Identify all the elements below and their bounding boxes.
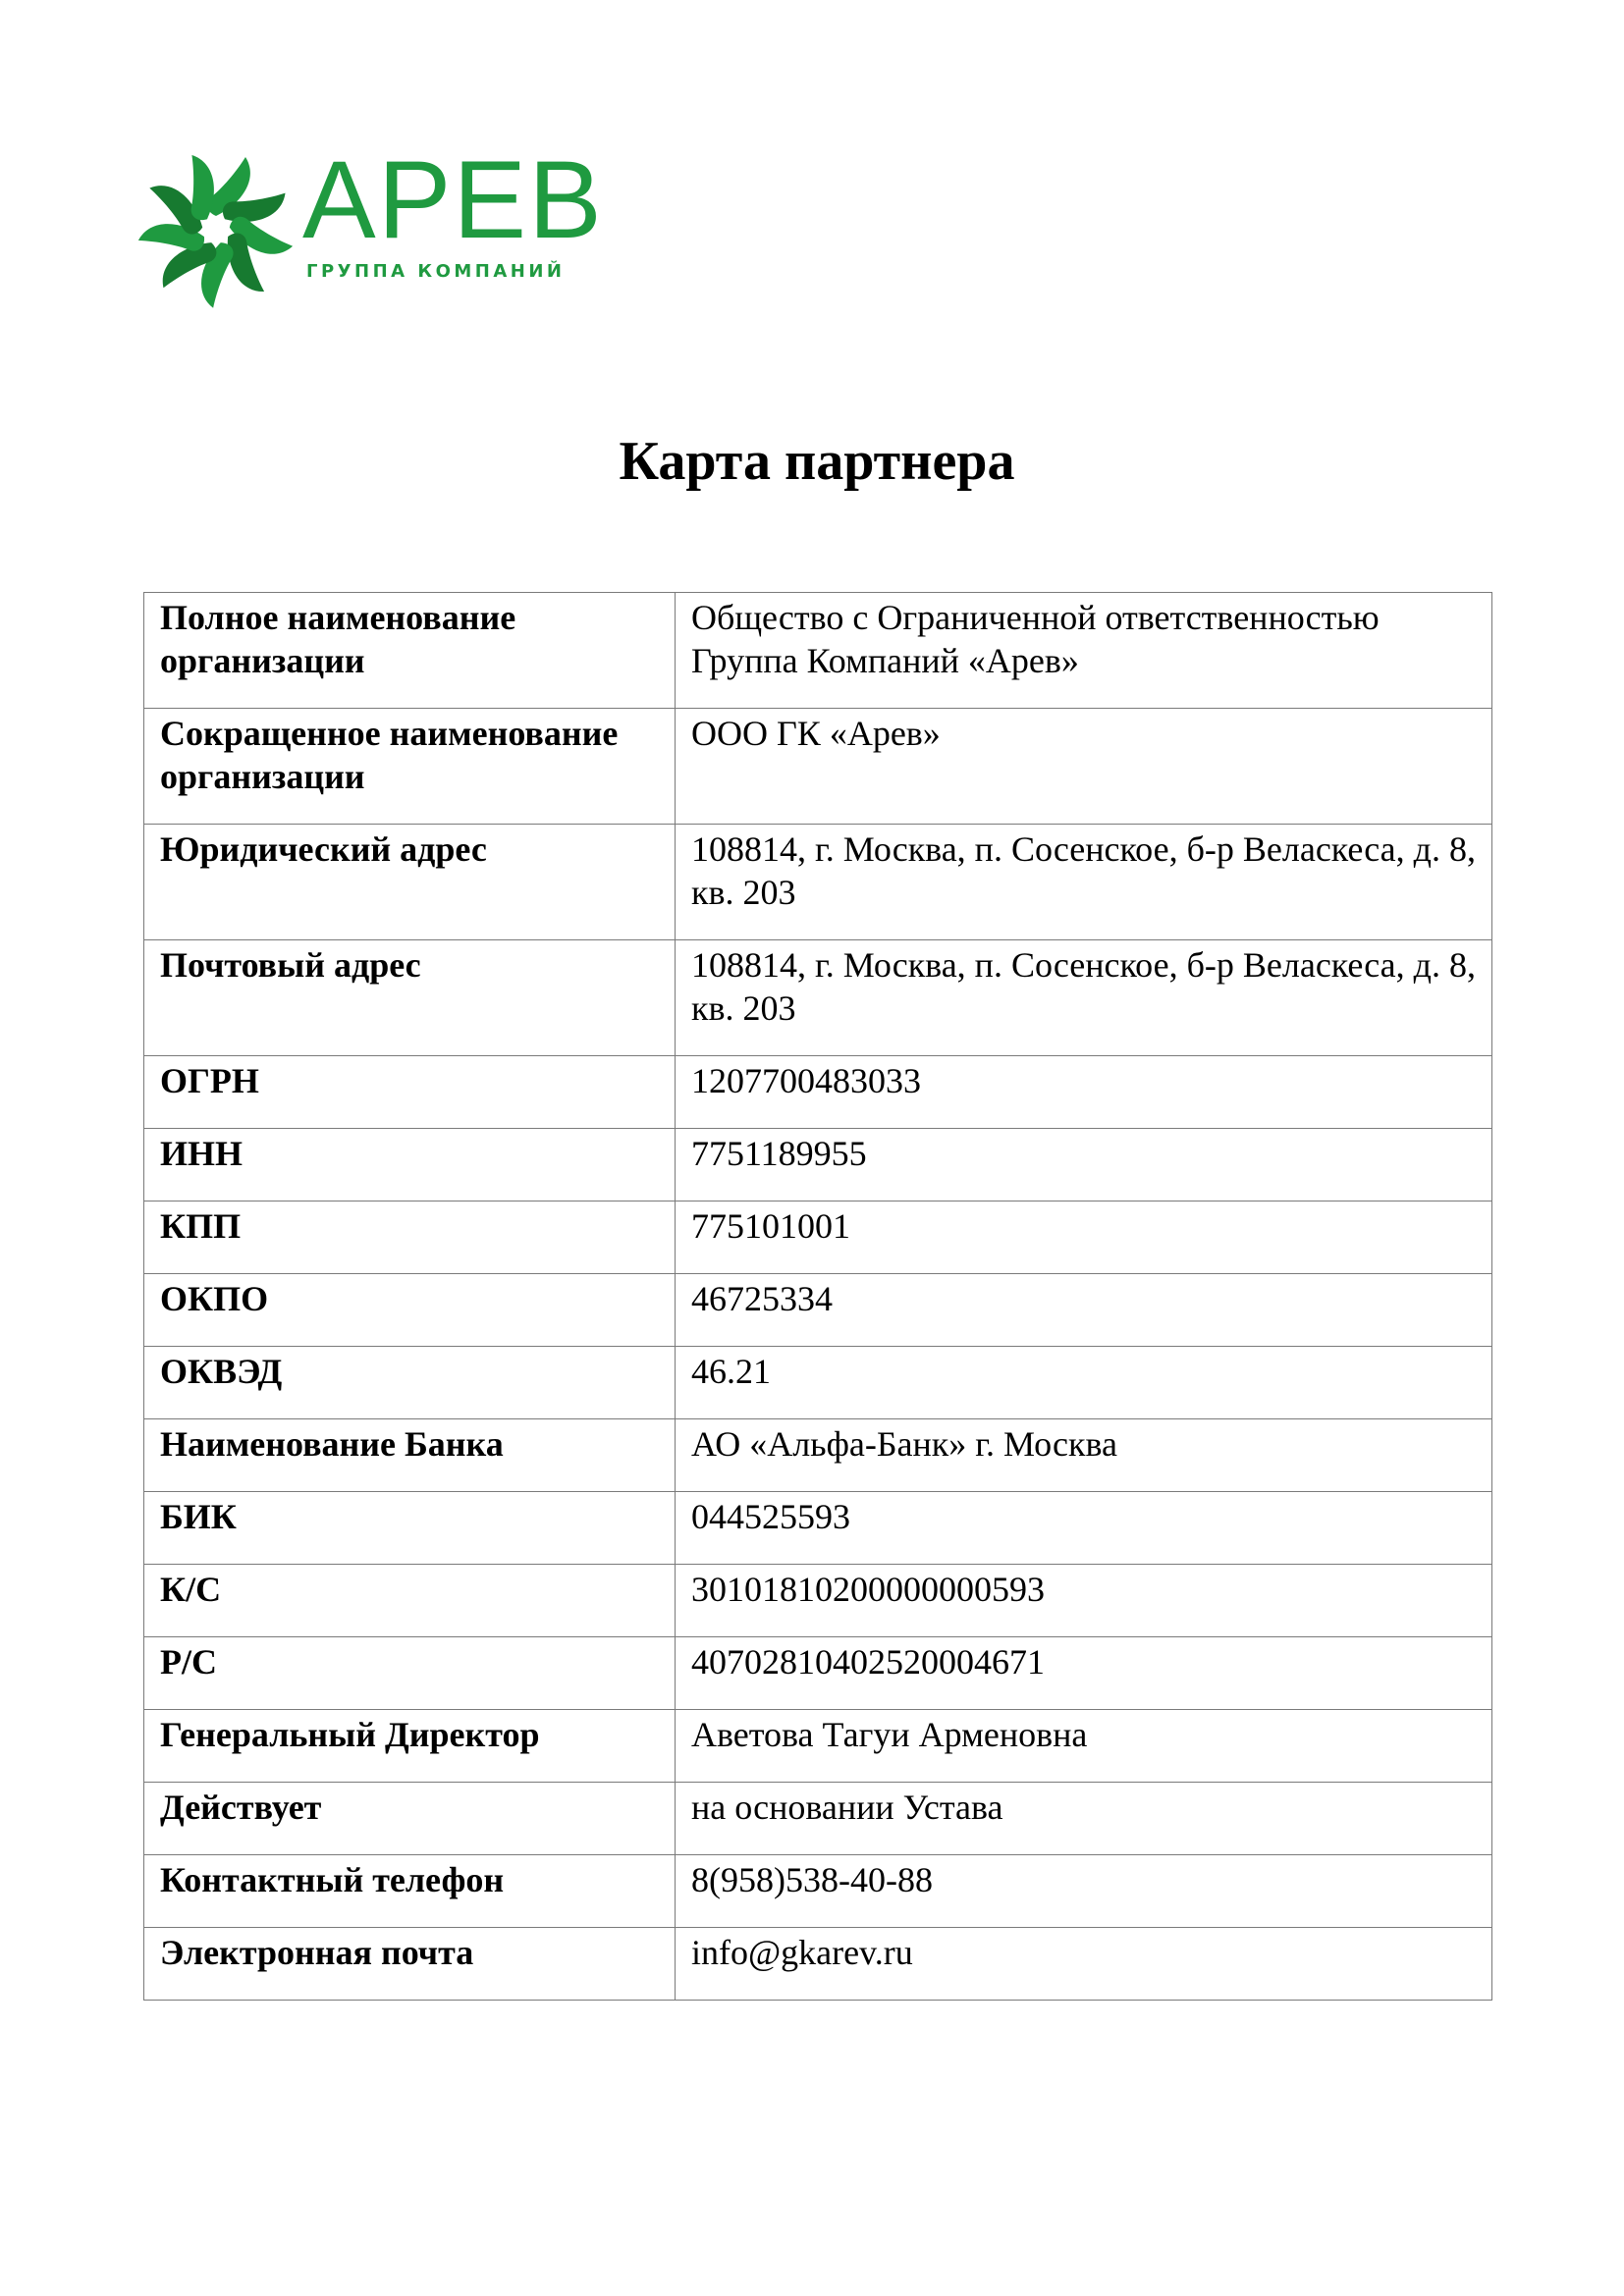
row-label: Контактный телефон bbox=[144, 1855, 676, 1928]
company-logo bbox=[137, 138, 604, 314]
row-label: Полное наименование организации bbox=[144, 593, 676, 709]
table-row bbox=[144, 1783, 1492, 1855]
table-row bbox=[144, 1129, 1492, 1201]
table-row bbox=[144, 1419, 1492, 1492]
row-label: Юридический адрес bbox=[144, 825, 676, 940]
row-value: info@gkarev.ru bbox=[676, 1928, 1492, 2001]
table-row bbox=[144, 1347, 1492, 1419]
table-row bbox=[144, 709, 1492, 825]
table-row bbox=[144, 1565, 1492, 1637]
row-value: ООО ГК «Арев» bbox=[676, 709, 1492, 825]
logo-subtitle: ГРУППА КОМПАНИЙ bbox=[306, 261, 566, 282]
row-value: 775101001 bbox=[676, 1201, 1492, 1274]
row-value: АО «Альфа-Банк» г. Москва bbox=[676, 1419, 1492, 1492]
row-value: 108814, г. Москва, п. Сосенское, б-р Веласкеса, д. 8, кв. 203 bbox=[676, 940, 1492, 1056]
row-value: 30101810200000000593 bbox=[676, 1565, 1492, 1637]
row-value: 7751189955 bbox=[676, 1129, 1492, 1201]
row-label: Генеральный Директор bbox=[144, 1710, 676, 1783]
row-label: Действует bbox=[144, 1783, 676, 1855]
table-row bbox=[144, 1492, 1492, 1565]
table-row bbox=[144, 1201, 1492, 1274]
row-label: Сокращенное наименование организации bbox=[144, 709, 676, 825]
partner-details-table bbox=[143, 592, 1492, 2001]
row-label: ОКВЭД bbox=[144, 1347, 676, 1419]
row-label: ОГРН bbox=[144, 1056, 676, 1129]
row-label: Наименование Банка bbox=[144, 1419, 676, 1492]
row-value: Общество с Ограниченной ответственностью Группа Компаний «Арев» bbox=[676, 593, 1492, 709]
row-value: 46.21 bbox=[676, 1347, 1492, 1419]
row-value: 044525593 bbox=[676, 1492, 1492, 1565]
row-label: ОКПО bbox=[144, 1274, 676, 1347]
table-row bbox=[144, 825, 1492, 940]
row-label: БИК bbox=[144, 1492, 676, 1565]
row-value: 40702810402520004671 bbox=[676, 1637, 1492, 1710]
table-row bbox=[144, 1637, 1492, 1710]
row-label: ИНН bbox=[144, 1129, 676, 1201]
logo-name: АРЕВ bbox=[302, 138, 604, 261]
row-value: на основании Устава bbox=[676, 1783, 1492, 1855]
row-value: Аветова Тагуи Арменовна bbox=[676, 1710, 1492, 1783]
pinwheel-logo-icon bbox=[137, 151, 295, 308]
row-value: 108814, г. Москва, п. Сосенское, б-р Веласкеса, д. 8, кв. 203 bbox=[676, 825, 1492, 940]
page-title: Карта партнера bbox=[619, 431, 1015, 492]
row-value: 1207700483033 bbox=[676, 1056, 1492, 1129]
table-row bbox=[144, 1056, 1492, 1129]
table-row bbox=[144, 593, 1492, 709]
table-row bbox=[144, 1928, 1492, 2001]
table-row bbox=[144, 1274, 1492, 1347]
row-value: 46725334 bbox=[676, 1274, 1492, 1347]
row-label: КПП bbox=[144, 1201, 676, 1274]
row-label: К/С bbox=[144, 1565, 676, 1637]
row-label: Почтовый адрес bbox=[144, 940, 676, 1056]
table-row bbox=[144, 1710, 1492, 1783]
table-row bbox=[144, 1855, 1492, 1928]
table-row bbox=[144, 940, 1492, 1056]
row-label: Электронная почта bbox=[144, 1928, 676, 2001]
row-label: Р/С bbox=[144, 1637, 676, 1710]
row-value: 8(958)538-40-88 bbox=[676, 1855, 1492, 1928]
